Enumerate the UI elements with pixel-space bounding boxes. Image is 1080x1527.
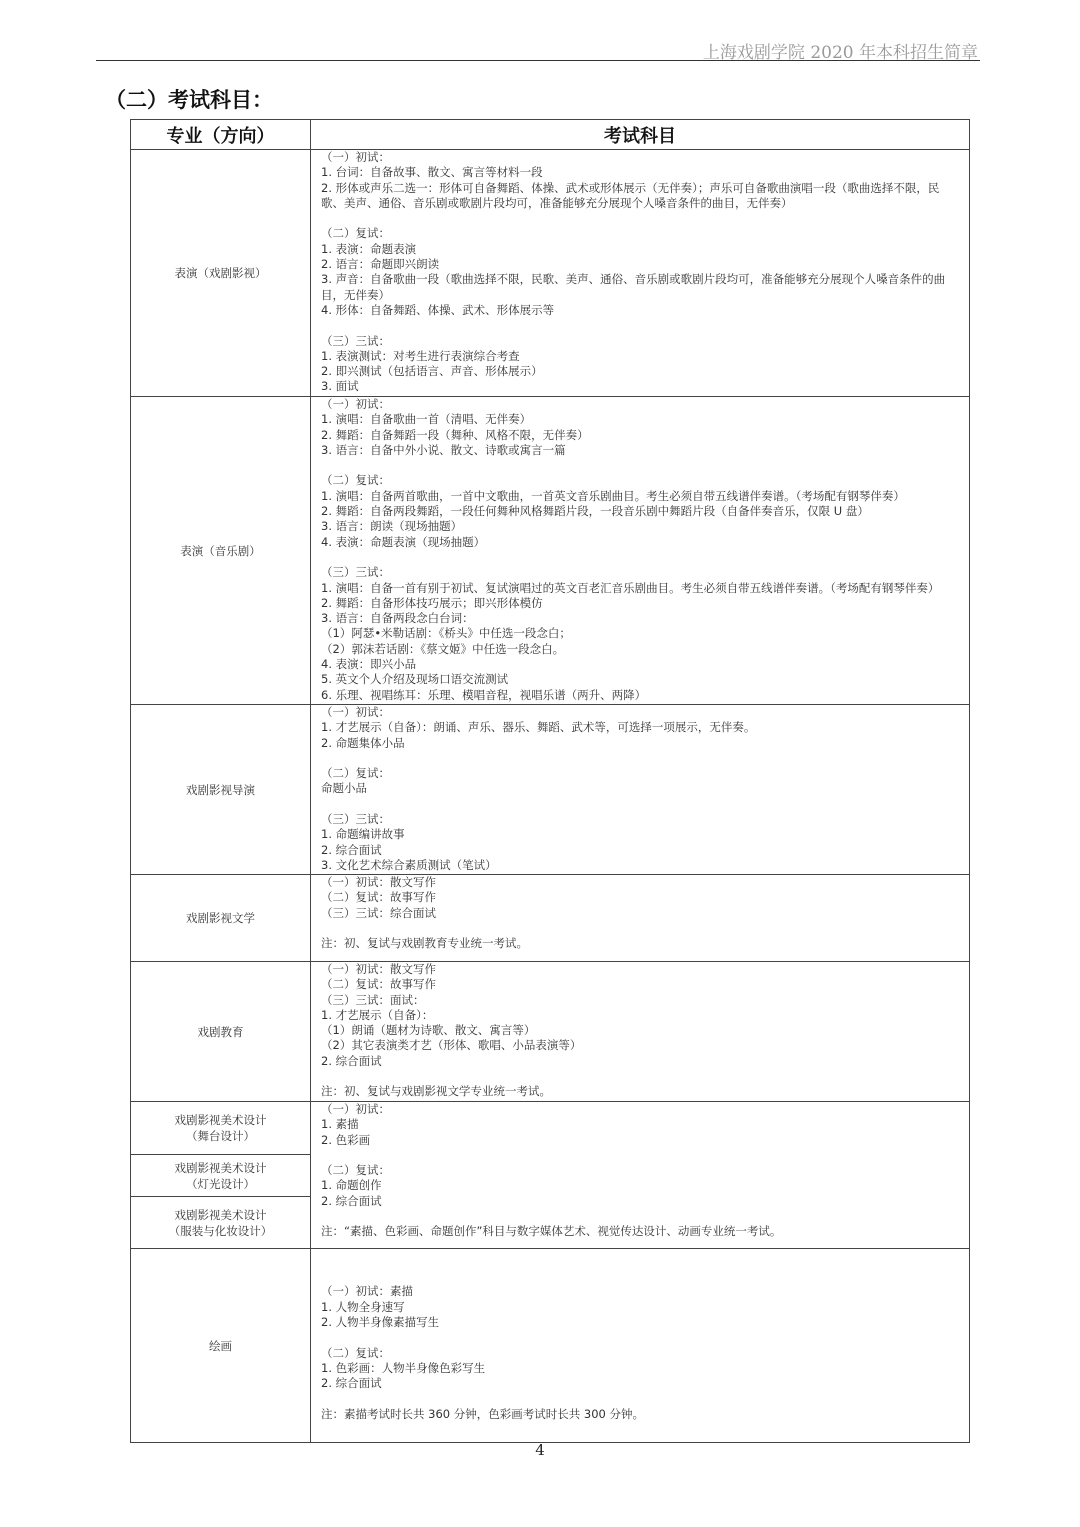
subject-line: （二）复试： <box>321 473 390 488</box>
subject-line <box>321 318 959 333</box>
subject-line <box>321 211 959 226</box>
subject-line: 4. 形体：自备舞蹈、体操、武术、形体展示等 <box>321 302 555 317</box>
table-row <box>131 397 970 705</box>
subject-line <box>321 550 959 565</box>
subject-line: 1. 表演测试：对考生进行表演综合考查 <box>321 348 520 363</box>
subject-line: （1）朗诵（题材为诗歌、散文、寓言等） <box>321 1023 536 1038</box>
subject-line <box>321 1148 959 1163</box>
subject-line: 1. 人物全身速写 <box>321 1299 405 1314</box>
subject-line: （2）郭沫若话剧：《蔡文姬》中任选一段念白。 <box>321 641 565 656</box>
page-number: 4 <box>535 1441 545 1459</box>
subject-line: （2）其它表演类才艺（形体、歌唱、小品表演等） <box>321 1038 582 1053</box>
subject-line: 1. 命题编讲故事 <box>321 827 405 842</box>
subject-line: 1. 表演：命题表演 <box>321 241 417 256</box>
subject-line: 3. 面试 <box>321 379 359 394</box>
subject-line: （一）初试：散文写作 <box>321 962 436 976</box>
table-row <box>131 875 970 962</box>
subject-line: 注：素描考试时长共 360 分钟，色彩画考试时长共 300 分钟。 <box>321 1406 645 1421</box>
subject-line: 注：初、复试与戏剧影视文学专业统一考试。 <box>321 1084 551 1099</box>
exam-subjects-table <box>130 119 970 1443</box>
subject-line: 1. 演唱：自备两首歌曲，一首中文歌曲，一首英文音乐剧曲目。考生必须自带五线谱伴奏谱。（考场配有钢琴伴奏） <box>321 488 905 503</box>
section-heading: （二）考试科目： <box>105 88 273 112</box>
table-row <box>131 705 970 875</box>
subject-line: 1. 才艺展示（自备）： <box>321 1007 434 1022</box>
subject-line <box>321 458 959 473</box>
subject-line: 2. 综合面试 <box>321 1053 382 1068</box>
subject-cell <box>311 1249 970 1443</box>
subject-cell <box>311 705 970 875</box>
subject-line: 1. 演唱：自备歌曲一首（清唱、无伴奏） <box>321 412 532 427</box>
major-name-line: 戏剧影视导演 <box>186 782 255 797</box>
subject-line: 目，无伴奏） <box>321 287 390 302</box>
major-name-line: 戏剧影视美术设计 <box>174 1160 267 1175</box>
subject-line: 2. 舞蹈：自备形体技巧展示；即兴形体模仿 <box>321 595 543 610</box>
subject-line: 5. 英文个人介绍及现场口语交流测试 <box>321 672 509 687</box>
subject-line: 3. 语言：自备中外小说、散文、诗歌或寓言一篇 <box>321 442 566 457</box>
subject-line: 2. 形体或声乐二选一：形体可自备舞蹈、体操、武术或形体展示（无伴奏）；声乐可自备歌曲演唱一段（歌曲选择不限，民 <box>321 180 940 195</box>
subject-line: 歌、美声、通俗、音乐剧或歌剧片段均可，准备能够充分展现个人嗓音条件的曲目，无伴奏） <box>321 195 793 210</box>
major-cell <box>131 1197 311 1249</box>
subject-line: （一）初试： <box>321 150 390 164</box>
subject-line: 2. 人物半身像素描写生 <box>321 1314 440 1329</box>
subject-line: 注：“素描、色彩画、命题创作”科目与数字媒体艺术、视觉传达设计、动画专业统一考试。 <box>321 1224 782 1239</box>
major-name-line: 绘画 <box>209 1338 232 1353</box>
subject-line: （1）阿瑟•米勒话剧：《桥头》中任选一段念白； <box>321 626 571 641</box>
subject-line: （三）三试：面试： <box>321 992 425 1007</box>
subject-cell <box>311 875 970 962</box>
subject-line: 2. 舞蹈：自备舞蹈一段（舞种、风格不限，无伴奏） <box>321 427 589 442</box>
subject-line: 2. 语言：命题即兴朗读 <box>321 257 440 272</box>
subject-line <box>321 1069 959 1084</box>
table-row <box>131 1102 970 1155</box>
major-name-line: 戏剧教育 <box>197 1024 244 1039</box>
table-header-row <box>131 120 970 150</box>
subject-line <box>321 1391 959 1406</box>
subject-line <box>321 797 959 812</box>
subject-line: 1. 台词：自备故事、散文、寓言等材料一段 <box>321 165 543 180</box>
subject-line: 1. 素描 <box>321 1117 359 1132</box>
subject-line: 3. 语言：自备两段念白台词： <box>321 611 474 626</box>
major-name-line: 戏剧影视美术设计 <box>174 1207 267 1222</box>
subject-line: 3. 语言：朗读（现场抽题） <box>321 519 463 534</box>
table-row <box>131 1249 970 1443</box>
subject-line: 2. 即兴测试（包括语言、声音、形体展示） <box>321 364 543 379</box>
subject-line: （二）复试：故事写作 <box>321 977 436 992</box>
major-name-line: （灯光设计） <box>186 1176 255 1191</box>
table-row <box>131 962 970 1102</box>
header-subjects: 考试科目 <box>311 120 970 150</box>
major-name-line: 表演（音乐剧） <box>180 543 261 558</box>
subject-line <box>321 921 959 936</box>
header-major: 专业（方向） <box>131 120 311 150</box>
subject-line: 4. 表演：即兴小品 <box>321 657 417 672</box>
subject-line: 6. 乐理、视唱练耳：乐理、模唱音程，视唱乐谱（两升、两降） <box>321 687 647 702</box>
subject-line: 2. 命题集体小品 <box>321 735 405 750</box>
subject-line: （二）复试： <box>321 1345 390 1360</box>
subject-line: 2. 色彩画 <box>321 1132 371 1147</box>
subject-line: 2. 综合面试 <box>321 1193 382 1208</box>
subject-line <box>321 751 959 766</box>
subject-line: 1. 演唱：自备一首有别于初试、复试演唱过的英文百老汇音乐剧曲目。考生必须自带五线谱伴奏谱。（考场配有钢琴伴奏） <box>321 580 940 595</box>
subject-line: 3. 文化艺术综合素质测试（笔试） <box>321 857 497 872</box>
subject-line: （一）初试： <box>321 1102 390 1116</box>
subject-line: 注：初、复试与戏剧教育专业统一考试。 <box>321 936 528 951</box>
subject-line: 2. 舞蹈：自备两段舞蹈，一段任何舞种风格舞蹈片段，一段音乐剧中舞蹈片段（自备伴奏音乐，仅限 U 盘） <box>321 504 869 519</box>
major-cell <box>131 1155 311 1197</box>
subject-line: （一）初试： <box>321 705 390 719</box>
subject-line: 1. 才艺展示（自备）：朗诵、声乐、器乐、舞蹈、武术等，可选择一项展示，无伴奏。 <box>321 720 756 735</box>
subject-line: 命题小品 <box>321 781 367 796</box>
major-name-line: （舞台设计） <box>186 1129 255 1143</box>
header-divider <box>96 60 980 61</box>
subject-line: 4. 表演：命题表演（现场抽题） <box>321 534 486 549</box>
major-cell <box>131 150 311 397</box>
major-cell <box>131 1249 311 1443</box>
major-cell <box>131 705 311 875</box>
major-cell <box>131 1102 311 1155</box>
subject-line: （三）三试：综合面试 <box>321 905 436 920</box>
subject-line: （三）三试： <box>321 565 390 580</box>
subject-line: （一）初试：素描 <box>321 1284 413 1299</box>
major-cell <box>131 962 311 1102</box>
table-body <box>131 150 970 1443</box>
major-name-line: 戏剧影视美术设计 <box>174 1113 267 1127</box>
subject-line: （一）初试： <box>321 397 390 411</box>
table-row <box>131 150 970 397</box>
subject-cell <box>311 397 970 705</box>
major-cell <box>131 397 311 705</box>
subject-line: （三）三试： <box>321 812 390 827</box>
subject-cell <box>311 962 970 1102</box>
subject-line: 2. 综合面试 <box>321 842 382 857</box>
subject-line <box>321 1330 959 1345</box>
subject-line: 3. 声音：自备歌曲一段（歌曲选择不限，民歌、美声、通俗、音乐剧或歌剧片段均可，准备能够充分展现个人嗓音条件的曲 <box>321 272 946 287</box>
subject-line: 2. 综合面试 <box>321 1376 382 1391</box>
major-name-line: 戏剧影视文学 <box>186 911 255 925</box>
subject-line: （一）初试：散文写作 <box>321 875 436 889</box>
subject-line <box>321 1209 959 1224</box>
major-name-line: 表演（戏剧影视） <box>174 266 267 280</box>
subject-line: （三）三试： <box>321 333 390 348</box>
major-cell <box>131 875 311 962</box>
subject-cell <box>311 150 970 397</box>
subject-line: （二）复试： <box>321 226 390 241</box>
subject-line <box>321 1269 959 1284</box>
major-name-line: （服装与化妆设计） <box>168 1223 273 1238</box>
subject-line: 1. 色彩画：人物半身像色彩写生 <box>321 1360 486 1375</box>
document-header-title: 上海戏剧学院 2020 年本科招生简章 <box>702 43 978 63</box>
subject-line: 1. 命题创作 <box>321 1178 382 1193</box>
subject-cell <box>311 1102 970 1249</box>
subject-line: （二）复试： <box>321 1163 390 1178</box>
subject-line: （二）复试：故事写作 <box>321 890 436 905</box>
subject-line: （二）复试： <box>321 766 390 781</box>
